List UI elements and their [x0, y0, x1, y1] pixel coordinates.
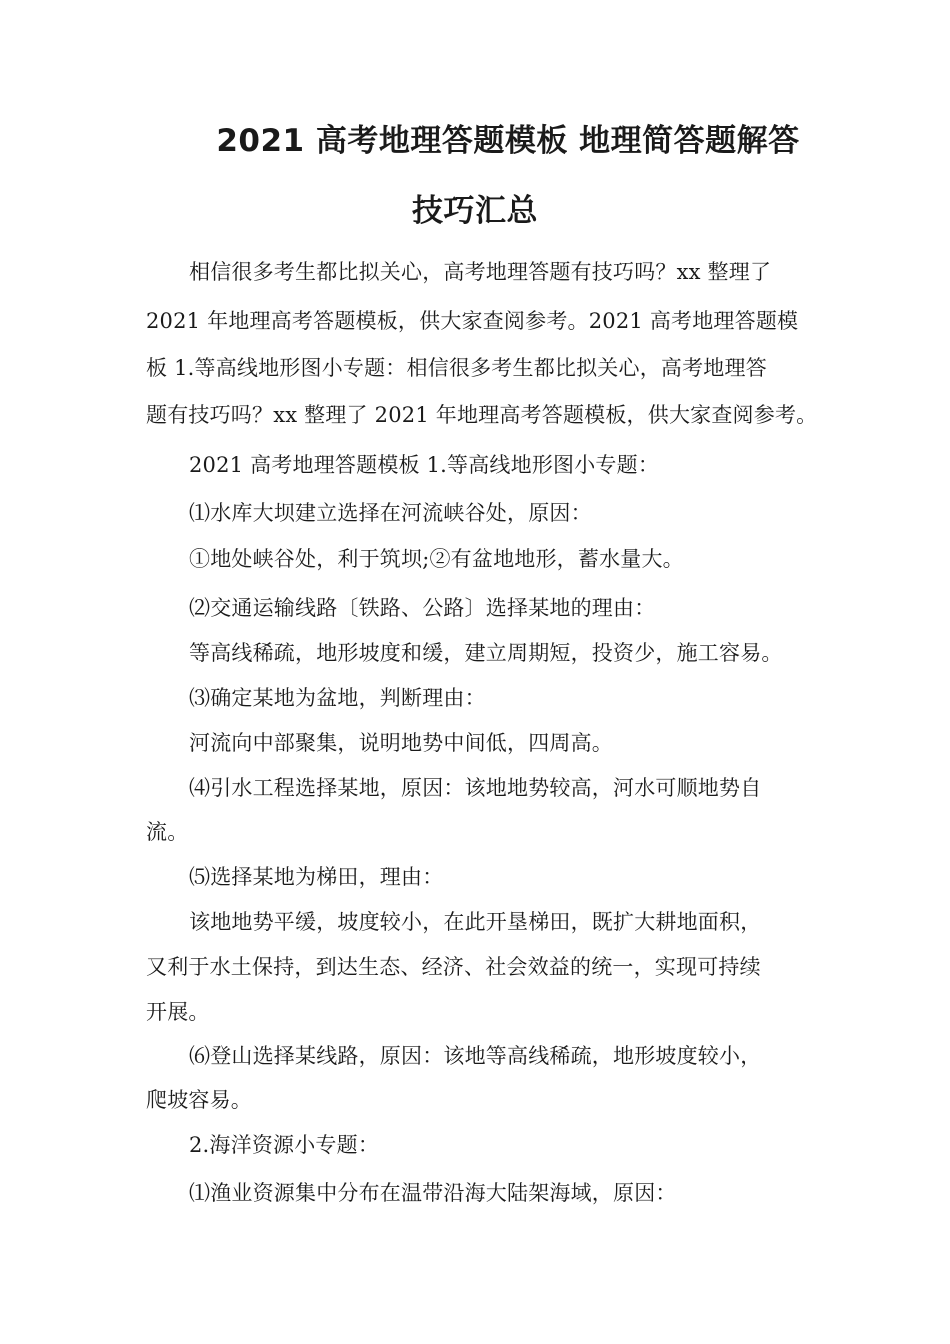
paragraph-line: ⑹登山选择某线路，原因：该地等高线稀疏，地形坡度较小，	[189, 1044, 762, 1068]
paragraph-line: 又利于水土保持，到达生态、经济、社会效益的统一，实现可持续	[146, 955, 761, 979]
paragraph-line: 流。	[146, 820, 189, 844]
paragraph-line: 题有技巧吗？xx 整理了 2021 年地理高考答题模板，供大家查阅参考。	[146, 403, 818, 427]
paragraph-line: ⑴渔业资源集中分布在温带沿海大陆架海域，原因：	[189, 1181, 677, 1205]
document-title-line-2: 技巧汇总	[412, 193, 538, 229]
paragraph-line: 2021 年地理高考答题模板，供大家查阅参考。2021 高考地理答题模	[146, 309, 799, 333]
paragraph-line: 开展。	[146, 1000, 210, 1024]
paragraph-line: ⑴水库大坝建立选择在河流峡谷处，原因：	[189, 501, 592, 525]
paragraph-line: 该地地势平缓，坡度较小，在此开垦梯田，既扩大耕地面积，	[189, 910, 762, 934]
paragraph-line: 2.海洋资源小专题：	[189, 1133, 380, 1157]
paragraph-line: 等高线稀疏，地形坡度和缓，建立周期短，投资少，施工容易。	[189, 641, 783, 665]
paragraph-line: ⑸选择某地为梯田，理由：	[189, 865, 444, 889]
paragraph-line: 板 1.等高线地形图小专题：相信很多考生都比拟关心，高考地理答	[146, 356, 767, 380]
paragraph-line: ⑵交通运输线路〔铁路、公路〕选择某地的理由：	[189, 596, 656, 620]
paragraph-line: 相信很多考生都比拟关心，高考地理答题有技巧吗？xx 整理了	[189, 260, 772, 284]
document-title-line-1: 2021 高考地理答题模板 地理简答题解答	[216, 123, 800, 159]
paragraph-line: ⑶确定某地为盆地，判断理由：	[189, 686, 486, 710]
paragraph-line: 2021 高考地理答题模板 1.等高线地形图小专题：	[189, 453, 660, 477]
paragraph-line: ⑷引水工程选择某地，原因：该地地势较高，河水可顺地势自	[189, 776, 762, 800]
paragraph-line: ①地处峡谷处，利于筑坝;②有盆地地形，蓄水量大。	[189, 547, 684, 571]
paragraph-line: 河流向中部聚集，说明地势中间低，四周高。	[189, 731, 613, 755]
paragraph-line: 爬坡容易。	[146, 1088, 252, 1112]
